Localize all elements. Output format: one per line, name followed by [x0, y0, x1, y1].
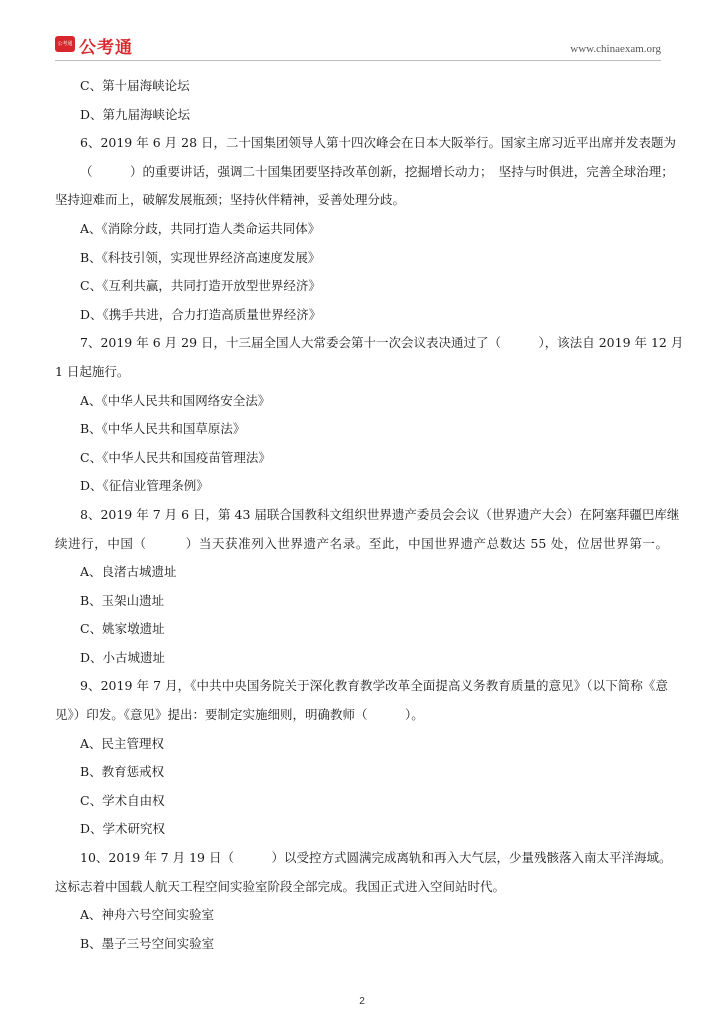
- page-header: [0, 0, 724, 62]
- header-divider: [55, 60, 661, 61]
- logo-text: 公考通: [79, 38, 133, 58]
- question-9-line-2: 见》）印发。《意见》提出：要制定实施细则，明确教师（ ）。: [55, 707, 424, 723]
- option-line: C、学术自由权: [80, 792, 165, 808]
- question-6-line-3: 坚持迎难而上，破解发展瓶颈；坚持伙伴精神，妥善处理分歧。: [55, 192, 406, 208]
- option-line: A、良渚古城遗址: [80, 564, 177, 580]
- option-line: C、《中华人民共和国疫苗管理法》: [80, 449, 271, 465]
- question-7-line-1: 7、2019 年 6 月 29 日，十三届全国人大常委会第十一次会议表决通过了（ ），该法自 2019 年 12 月: [80, 335, 684, 351]
- question-6-line-1: 6、2019 年 6 月 28 日，二十国集团领导人第十四次峰会在日本大阪举行。国家主席习近平出席并发表题为: [80, 135, 676, 151]
- option-line: C、第十届海峡论坛: [80, 78, 190, 93]
- option-line: D、《携手共进，合力打造高质量世界经济》: [80, 306, 322, 322]
- question-7-line-2: 1 日起施行。: [55, 363, 130, 379]
- option-line: B、玉架山遗址: [80, 592, 165, 608]
- option-line: D、小古城遗址: [80, 649, 166, 665]
- option-line: B、《科技引领，实现世界经济高速度发展》: [80, 249, 321, 265]
- page-number: 2: [359, 996, 365, 1007]
- option-line: B、《中华人民共和国草原法》: [80, 421, 246, 437]
- option-line: C、《互利共赢，共同打造开放型世界经济》: [80, 278, 321, 294]
- option-line: A、神舟六号空间实验室: [80, 907, 215, 923]
- option-line: D、第九届海峡论坛: [80, 106, 191, 122]
- logo-badge: 公考通: [55, 36, 75, 52]
- option-line: A、《消除分歧，共同打造人类命运共同体》: [80, 220, 321, 236]
- question-6-line-2: （ ）的重要讲话，强调二十国集团要坚持改革创新，挖掘增长动力； 坚持与时俱进，完善全球治理；: [80, 163, 674, 179]
- option-line: B、墨子三号空间实验室: [80, 935, 215, 951]
- question-10-line-2: 这标志着中国载人航天工程空间实验室阶段全部完成。我国正式进入空间站时代。: [55, 878, 506, 894]
- question-8-line-2: 续进行，中国（ ）当天获准列入世界遗产名录。至此，中国世界遗产总数达 55 处，位居世界第一。: [55, 535, 668, 551]
- option-line: C、姚家墩遗址: [80, 621, 165, 637]
- document-body: [55, 72, 684, 958]
- option-line: A、《中华人民共和国网络安全法》: [80, 392, 271, 408]
- option-line: D、学术研究权: [80, 821, 166, 837]
- question-9-line-1: 9、2019 年 7 月，《中共中央国务院关于深化教育教学改革全面提高义务教育质量的意见》（以下简称《意: [80, 678, 668, 694]
- option-line: B、教育惩戒权: [80, 764, 165, 780]
- question-10-line-1: 10、2019 年 7 月 19 日（ ）以受控方式圆满完成离轨和再入大气层，少量残骸落入南太平洋海域。: [80, 850, 672, 866]
- question-8-line-1: 8、2019 年 7 月 6 日，第 43 届联合国教科文组织世界遗产委员会会议（世界遗产大会）在阿塞拜疆巴库继: [80, 506, 680, 522]
- option-line: A、民主管理权: [80, 735, 165, 751]
- site-url: www.chinaexam.org: [570, 43, 661, 55]
- option-line: D、《征信业管理条例》: [80, 478, 209, 494]
